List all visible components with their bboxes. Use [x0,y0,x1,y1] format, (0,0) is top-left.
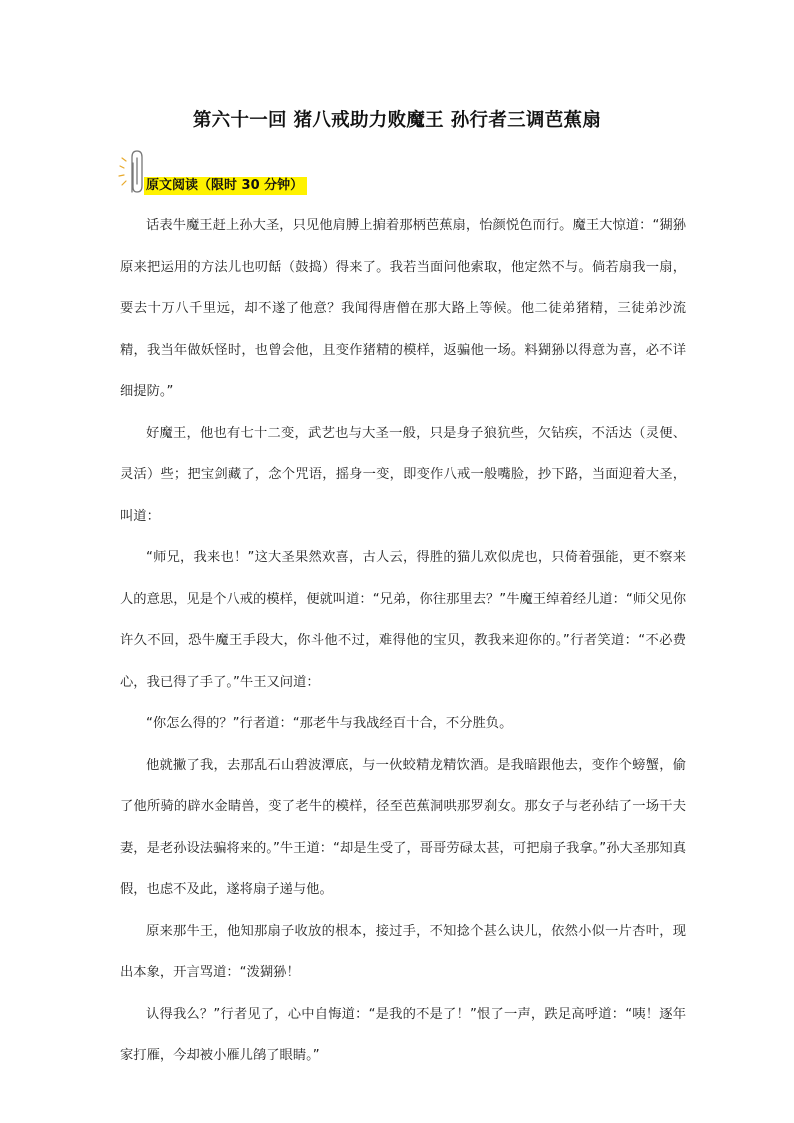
chapter-title: 第六十一回 猪八戒助力败魔王 孙行者三调芭蕉扇 [192,110,602,131]
paragraph: 原来那牛王，他知那扇子收放的根本，接过手，不知捻个甚么诀儿，依然小似一片杏叶，现出本象，开言骂道：“泼猢狲！ [120,923,686,980]
paragraph: 好魔王，他也有七十二变，武艺也与大圣一般，只是身子狼犺些，欠钻疾，不活达（灵便、灵活）些；把宝剑藏了，念个咒语，摇身一变，即变作八戒一般嘴脸，抄下路，当面迎着大圣，叫道： [120,425,686,524]
paragraph: 认得我么？”行者见了，心中自悔道：“是我的不是了！”恨了一声，跌足高呼道：“咦！逐年家打雁，今却被小雁儿鹐了眼睛。” [120,1006,686,1063]
paragraph: “师兄，我来也！”这大圣果然欢喜，古人云，得胜的猫儿欢似虎也，只倚着强能，更不察来人的意思，见是个八戒的模样，便就叫道：“兄弟，你往那里去？”牛魔王绰着经儿道：“师父见你许久不回，恐牛魔王手段大，你斗他不过，难得他的宝贝，教我来迎你的。”行者笑道：“不必费心，我已得了手了。”牛王又问道： [120,550,686,690]
section-label: 原文阅读（限时 30 分钟） [144,177,307,195]
paragraph: 他就撇了我，去那乱石山碧波潭底，与一伙蛟精龙精饮酒。是我暗跟他去，变作个螃蟹，偷了他所骑的辟水金睛兽，变了老牛的模样，径至芭蕉洞哄那罗刹女。那女子与老孙结了一场干夫妻，是老孙设法骗将来的。”牛王道：“却是生受了，哥哥劳碌太甚，可把扇子我拿。”孙大圣那知真假，也虑不及此，遂将扇子递与他。 [120,757,686,897]
section-header [118,148,358,198]
paragraph: 话表牛魔王赶上孙大圣，只见他肩膊上掮着那柄芭蕉扇，怡颜悦色而行。魔王大惊道：“猢狲原来把运用的方法儿也叨餂（鼓捣）得来了。我若当面问他索取，他定然不与。倘若扇我一扇，要去十万八千里远，却不遂了他意？我闻得唐僧在那大路上等候。他二徒弟猪精，三徒弟沙流精，我当年做妖怪时，也曾会他，且变作猪精的模样，返骗他一场。料猢狲以得意为喜，必不详细提防。” [120,218,686,399]
reading-passage [120,205,686,1077]
paragraph: “你怎么得的？”行者道：“那老牛与我战经百十合，不分胜负。 [146,716,513,731]
